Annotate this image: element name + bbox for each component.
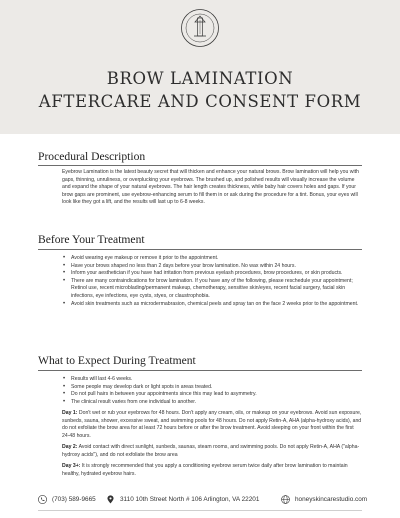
expect-list: [62, 376, 362, 406]
logo-emblem: [180, 8, 220, 48]
day3-label: Day 3+:: [62, 463, 81, 469]
day3-instructions: [62, 463, 362, 478]
footer-divider: [38, 510, 362, 511]
day1-text: Don't wet or rub your eyebrows for 48 hours. Don't apply any cream, oils, or makeup on your eyebrows. Avoid sun exposure, sunbeds, sauna, shower, excessive sweat, and swimming pools for 48 hours. Do not apply Retin-A, AHA (alpha-hydroxy acids), and do not exfoliate the brow area for at least 72 hours before or after the brow treatment. Avoid sleeping on your front within the first 24-48 hours.: [62, 410, 362, 439]
address-text: 3110 10th Street North # 106 Arlington, VA 22201: [120, 495, 260, 503]
section-title-procedural: Procedural Description: [38, 150, 146, 163]
day2-text: Avoid contact with direct sunlight, sunbeds, saunas, steam rooms, and swimming pools. Do not apply Retin-A, AHA ("alpha-hydroxy acids"), and do not exfoliate the brow area: [62, 444, 360, 458]
page-title-line1: BROW LAMINATION: [106, 69, 294, 88]
list-item: • Inform your aesthetician if you have had irritation from previous eyelash procedures, brow procedures, or skin products.: [62, 270, 362, 278]
website-link[interactable]: honeyskincarestudio.com: [295, 495, 368, 503]
globe-icon: [281, 495, 290, 504]
procedural-description-text: Eyebrow Lamination is the latest beauty secret that will thicken and enhance your natural brows. Brow lamination will help you with gaps, thinning, unruliness, or overplucking your eyebrows. The brushed up, and polished results will visually increase the volume and expand the shape of your natural eyebrows. The hair length creates thickness, while baby hair covers holes and gaps. If your brow gaps are prominent, use eyebrow-enhancing serum to fill them in or ask during the procedure for a tint. Bonus, your eyes will look like they got a lift, and the results will last up to 6-8 weeks.: [62, 169, 359, 206]
list-item: • Do not pull hairs in between your appointments since this may lead to asymmetry.: [62, 391, 362, 399]
list-item: • There are many contraindications for brow lamination. If you have any of the following, please reschedule your appointment; Retinol use, recent microblading/permanent makeup, chemotherapy, sensitive skin/eyes, recent facial surgery, facial skin infections, eye infections, eye cysts, styes, or claustrophobia.: [62, 278, 362, 301]
header-band: [0, 0, 400, 134]
page-title-line2: AFTERCARE AND CONSENT FORM: [38, 92, 362, 111]
section-title-expect: What to Expect During Treatment: [38, 354, 196, 367]
day2-label: Day 2:: [62, 444, 78, 450]
day1-instructions: [62, 410, 362, 440]
section-title-before: Before Your Treatment: [38, 233, 145, 246]
day2-instructions: [62, 444, 362, 459]
section-divider: [38, 370, 362, 371]
section-divider: [38, 249, 362, 250]
phone-icon: [38, 495, 47, 504]
list-item: • Avoid skin treatments such as microdermabrasion, chemical peels and spray tan on the face 2 weeks prior to the appointment.: [62, 301, 362, 309]
day1-label: Day 1:: [62, 410, 78, 416]
location-icon: [106, 495, 115, 504]
list-item: • Results will last 4-6 weeks.: [62, 376, 362, 384]
day3-text: It is strongly recommended that you apply a conditioning eyebrow serum twice daily after brow lamination to maintain healthy, hydrated eyebrow hairs.: [62, 463, 348, 477]
footer-phone[interactable]: [38, 492, 96, 506]
footer-address: [106, 492, 259, 506]
section-divider: [38, 165, 362, 166]
footer-website[interactable]: [281, 492, 367, 506]
list-item: • Avoid wearing eye makeup or remove it prior to the appointment.: [62, 255, 362, 263]
list-item: • Have your brows shaped no less than 2 days before your brow lamination. No wax within 24 hours.: [62, 263, 362, 271]
phone-number: (703) 589-9665: [52, 495, 96, 503]
list-item: • The clinical result varies from one individual to another.: [62, 399, 362, 407]
list-item: • Some people may develop dark or light spots in areas treated.: [62, 384, 362, 392]
before-treatment-list: [62, 255, 362, 308]
